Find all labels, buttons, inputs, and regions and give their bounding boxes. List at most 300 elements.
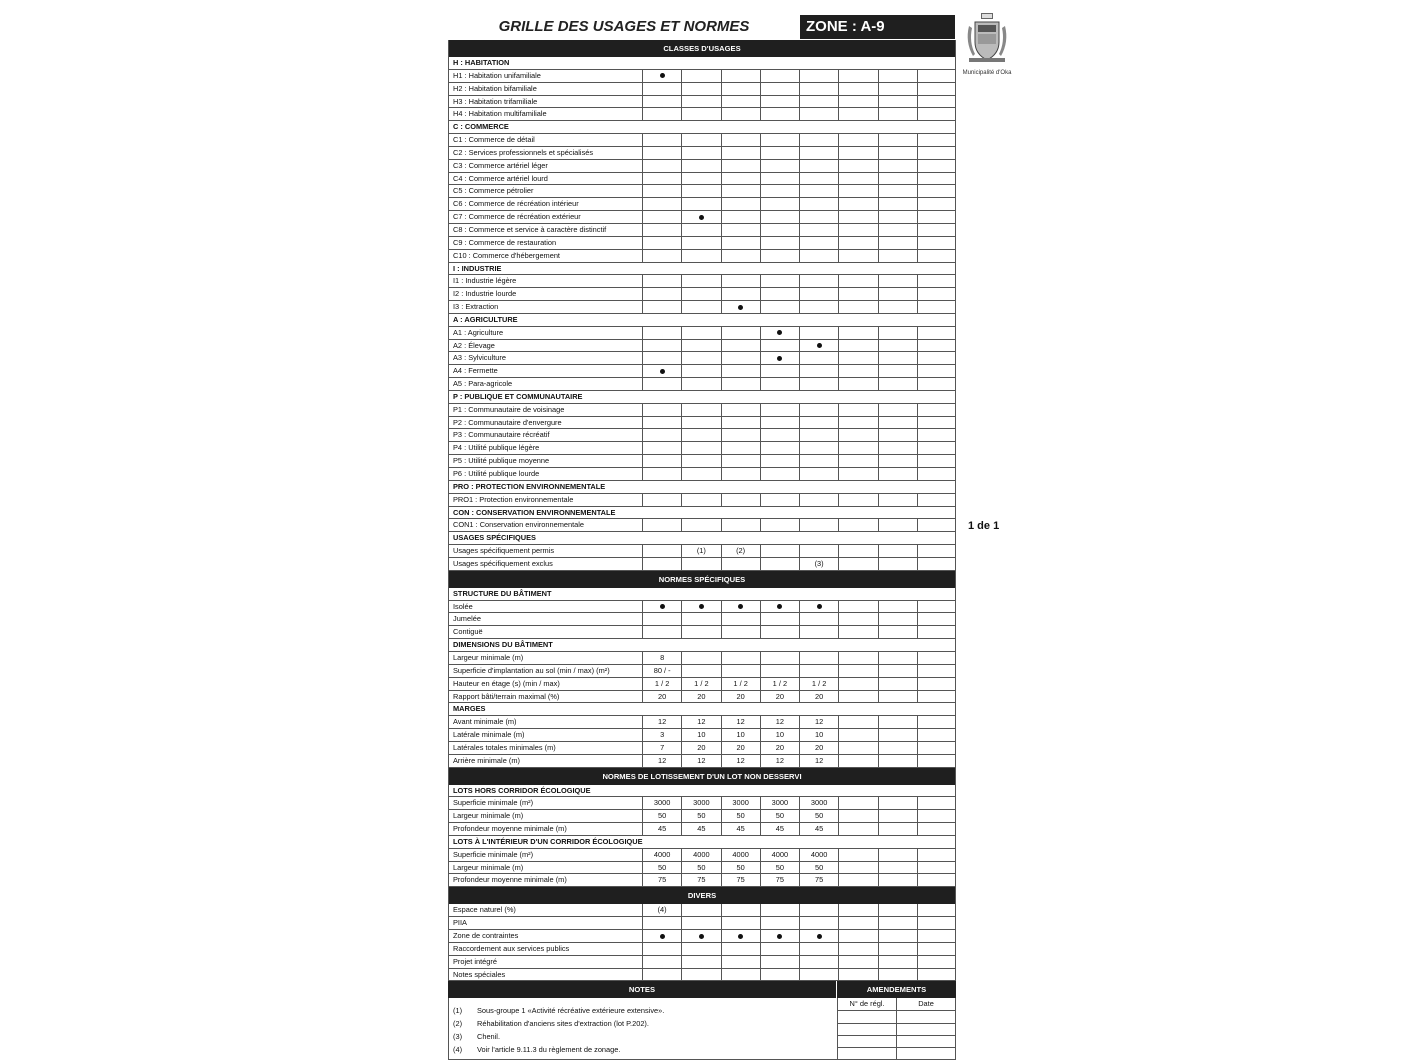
- table-row: [449, 173, 955, 186]
- category-label: A : AGRICULTURE: [453, 314, 518, 324]
- row-label: Raccordement aux services publics: [449, 943, 643, 955]
- table-cell: [643, 417, 682, 429]
- table-cell: [682, 404, 721, 416]
- table-cell: 3000: [722, 797, 761, 809]
- table-row: [449, 198, 955, 211]
- table-cell: [761, 301, 800, 313]
- table-cell: [879, 275, 918, 287]
- table-cell: [839, 874, 878, 886]
- category-label: PRO : PROTECTION ENVIRONNEMENTALE: [453, 481, 606, 491]
- table-cell: [761, 652, 800, 664]
- note-item: [449, 1043, 837, 1056]
- table-cell: [800, 652, 839, 664]
- table-cell: [918, 250, 957, 262]
- table-cell: [800, 378, 839, 390]
- bullet-icon: [699, 934, 704, 939]
- table-cell: [839, 301, 878, 313]
- category-label: H : HABITATION: [453, 58, 510, 67]
- table-cell: [879, 755, 918, 767]
- table-cell: [879, 691, 918, 703]
- table-cell: [800, 442, 839, 454]
- table-cell: [761, 558, 800, 570]
- table-cell: [879, 930, 918, 942]
- table-cell: [761, 134, 800, 146]
- table-cell: [722, 365, 761, 377]
- table-cell: [761, 340, 800, 352]
- table-cell: 12: [800, 755, 839, 767]
- table-cell: [918, 417, 957, 429]
- table-row: [449, 404, 955, 417]
- table-cell: [643, 327, 682, 339]
- note-item: [449, 1017, 837, 1030]
- table-cell: [879, 969, 918, 981]
- table-cell: [682, 70, 721, 82]
- table-cell: [800, 626, 839, 638]
- page-indicator: 1 de 1: [968, 520, 1000, 532]
- row-label: Zone de contraintes: [449, 930, 643, 942]
- table-cell: [643, 198, 682, 210]
- table-cell: [879, 147, 918, 159]
- table-cell: [761, 288, 800, 300]
- amendment-number-header: N° de régl.: [838, 998, 897, 1010]
- table-cell: [839, 147, 878, 159]
- table-row: [449, 429, 955, 442]
- table-cell: [879, 429, 918, 441]
- table-cell: [839, 943, 878, 955]
- row-label: Contiguë: [449, 626, 643, 638]
- table-cell: [839, 250, 878, 262]
- table-cell: 4000: [722, 849, 761, 861]
- row-label: Espace naturel (%): [449, 904, 643, 916]
- section-header: NORMES DE LOTISSEMENT D'UN LOT NON DESSERVI: [449, 768, 955, 785]
- table-cell: [879, 108, 918, 120]
- table-row: [449, 70, 955, 83]
- table-cell: [839, 917, 878, 929]
- table-cell: [879, 468, 918, 480]
- table-cell: 3000: [643, 797, 682, 809]
- note-text: Réhabilitation d'anciens sites d'extraction (lot P.202).: [477, 1019, 649, 1029]
- table-cell: [682, 429, 721, 441]
- note-number: (3): [453, 1032, 463, 1042]
- coat-of-arms-icon: [965, 12, 1009, 64]
- table-cell: [918, 797, 957, 809]
- table-cell: [800, 545, 839, 557]
- table-cell: [839, 652, 878, 664]
- table-cell: [839, 340, 878, 352]
- table-cell: [682, 365, 721, 377]
- table-row: [449, 626, 955, 639]
- row-label: C2 : Services professionnels et spécialisés: [449, 147, 643, 159]
- table-cell: [643, 108, 682, 120]
- table-cell: 1 / 2: [761, 678, 800, 690]
- table-cell: [839, 742, 878, 754]
- table-cell: [918, 494, 957, 506]
- table-cell: [722, 519, 761, 531]
- table-cell: [643, 288, 682, 300]
- row-label: C7 : Commerce de récréation extérieur: [449, 211, 643, 223]
- table-cell: [918, 288, 957, 300]
- table-cell: [722, 340, 761, 352]
- table-cell: [643, 211, 682, 223]
- category-label: CON : CONSERVATION ENVIRONNEMENTALE: [453, 507, 616, 517]
- table-cell: [839, 198, 878, 210]
- table-cell: [682, 96, 721, 108]
- bullet-icon: [660, 73, 665, 78]
- table-cell: 50: [761, 862, 800, 874]
- table-cell: [800, 134, 839, 146]
- table-cell: [643, 160, 682, 172]
- table-cell: [800, 327, 839, 339]
- table-cell: 3000: [800, 797, 839, 809]
- bullet-icon: [777, 604, 782, 609]
- table-cell: [722, 455, 761, 467]
- table-cell: 4000: [761, 849, 800, 861]
- row-label: Profondeur moyenne minimale (m): [449, 874, 643, 886]
- table-cell: [643, 519, 682, 531]
- row-label: Latérale minimale (m): [449, 729, 643, 741]
- table-row: [449, 917, 955, 930]
- row-label: I3 : Extraction: [449, 301, 643, 313]
- table-cell: [839, 797, 878, 809]
- table-cell: [682, 494, 721, 506]
- table-cell: [918, 691, 957, 703]
- table-cell: [761, 173, 800, 185]
- row-label: C3 : Commerce artériel léger: [449, 160, 643, 172]
- table-cell: [722, 468, 761, 480]
- table-cell: [918, 729, 957, 741]
- bullet-icon: [777, 356, 782, 361]
- table-cell: [879, 404, 918, 416]
- table-cell: [800, 198, 839, 210]
- table-cell: [643, 442, 682, 454]
- table-cell: [800, 365, 839, 377]
- category-row: [449, 639, 955, 652]
- table-cell: 50: [800, 810, 839, 822]
- table-cell: [839, 70, 878, 82]
- category-label: I : INDUSTRIE: [453, 263, 502, 273]
- table-cell: [839, 691, 878, 703]
- bullet-icon: [738, 934, 743, 939]
- table-cell: [682, 917, 721, 929]
- table-cell: [761, 930, 800, 942]
- row-label: P6 : Utilité publique lourde: [449, 468, 643, 480]
- table-cell: [879, 173, 918, 185]
- row-label: I2 : Industrie lourde: [449, 288, 643, 300]
- table-cell: [722, 301, 761, 313]
- table-cell: [800, 969, 839, 981]
- municipal-logo: [958, 12, 1016, 82]
- table-cell: [879, 455, 918, 467]
- bullet-icon: [817, 343, 822, 348]
- bullet-icon: [738, 305, 743, 310]
- table-cell: 75: [682, 874, 721, 886]
- table-cell: [839, 810, 878, 822]
- row-label: PIIA: [449, 917, 643, 929]
- table-cell: [918, 237, 957, 249]
- table-cell: [761, 275, 800, 287]
- table-cell: [839, 969, 878, 981]
- table-cell: 1 / 2: [643, 678, 682, 690]
- table-cell: [722, 626, 761, 638]
- table-cell: [839, 429, 878, 441]
- table-cell: [918, 755, 957, 767]
- row-label: C1 : Commerce de détail: [449, 134, 643, 146]
- table-cell: [839, 365, 878, 377]
- table-row: [449, 96, 955, 109]
- table-cell: 75: [800, 874, 839, 886]
- notes-header-bar: [448, 981, 956, 998]
- table-cell: [800, 943, 839, 955]
- table-cell: 45: [761, 823, 800, 835]
- table-cell: [643, 969, 682, 981]
- table-cell: [918, 404, 957, 416]
- row-label: A3 : Sylviculture: [449, 352, 643, 364]
- table-cell: [800, 301, 839, 313]
- table-cell: [722, 417, 761, 429]
- table-cell: [682, 665, 721, 677]
- category-row: [449, 588, 955, 601]
- table-cell: [722, 613, 761, 625]
- row-label: A4 : Fermette: [449, 365, 643, 377]
- table-cell: [722, 83, 761, 95]
- table-cell: [761, 378, 800, 390]
- table-cell: [761, 365, 800, 377]
- category-row: [449, 314, 955, 327]
- table-cell: 10: [722, 729, 761, 741]
- note-text: Sous-groupe 1 «Activité récréative extérieure extensive».: [477, 1006, 665, 1016]
- table-row: [449, 519, 955, 532]
- table-cell: [879, 797, 918, 809]
- table-cell: 12: [800, 716, 839, 728]
- table-cell: [879, 211, 918, 223]
- table-row: [449, 665, 955, 678]
- bullet-icon: [660, 604, 665, 609]
- table-cell: [879, 716, 918, 728]
- row-label: P3 : Communautaire récréatif: [449, 429, 643, 441]
- row-label: C5 : Commerce pétrolier: [449, 185, 643, 197]
- row-label: Profondeur moyenne minimale (m): [449, 823, 643, 835]
- table-cell: [918, 545, 957, 557]
- category-row: [449, 532, 955, 545]
- table-cell: [761, 468, 800, 480]
- table-cell: [682, 613, 721, 625]
- table-cell: [761, 626, 800, 638]
- table-cell: [879, 237, 918, 249]
- table-cell: [643, 917, 682, 929]
- table-cell: [839, 678, 878, 690]
- table-cell: [722, 943, 761, 955]
- category-row: [449, 57, 955, 70]
- table-cell: [800, 275, 839, 287]
- table-cell: [722, 211, 761, 223]
- table-cell: [839, 404, 878, 416]
- table-cell: 50: [682, 810, 721, 822]
- table-cell: 50: [682, 862, 721, 874]
- category-label: P : PUBLIQUE ET COMMUNAUTAIRE: [453, 391, 583, 401]
- table-cell: 12: [761, 755, 800, 767]
- table-cell: [722, 494, 761, 506]
- table-row: [449, 224, 955, 237]
- table-cell: [918, 442, 957, 454]
- table-cell: 50: [722, 862, 761, 874]
- table-cell: [800, 930, 839, 942]
- table-cell: 50: [800, 862, 839, 874]
- table-cell: (3): [800, 558, 839, 570]
- table-row: [449, 185, 955, 198]
- table-row: [449, 468, 955, 481]
- table-row: [449, 301, 955, 314]
- table-cell: [839, 930, 878, 942]
- table-cell: [879, 70, 918, 82]
- table-cell: [682, 301, 721, 313]
- table-cell: [761, 917, 800, 929]
- table-cell: 1 / 2: [682, 678, 721, 690]
- table-cell: [722, 250, 761, 262]
- bullet-icon: [699, 215, 704, 220]
- table-cell: [761, 904, 800, 916]
- table-cell: [761, 160, 800, 172]
- table-row: [449, 678, 955, 691]
- table-cell: [839, 755, 878, 767]
- amendment-row: [838, 1036, 955, 1048]
- table-cell: [722, 601, 761, 613]
- table-cell: [918, 275, 957, 287]
- amendment-row: [838, 1024, 955, 1036]
- note-item: [449, 1030, 837, 1043]
- table-cell: 12: [643, 755, 682, 767]
- table-cell: [918, 108, 957, 120]
- row-label: Latérales totales minimales (m): [449, 742, 643, 754]
- table-cell: [839, 849, 878, 861]
- table-cell: [839, 224, 878, 236]
- table-cell: [839, 665, 878, 677]
- table-cell: [761, 956, 800, 968]
- table-cell: [643, 494, 682, 506]
- table-cell: [918, 969, 957, 981]
- table-cell: [918, 70, 957, 82]
- table-row: [449, 943, 955, 956]
- table-cell: [918, 558, 957, 570]
- table-cell: [643, 352, 682, 364]
- table-cell: [879, 160, 918, 172]
- table-cell: [722, 930, 761, 942]
- table-cell: [682, 930, 721, 942]
- table-cell: [643, 301, 682, 313]
- table-cell: [643, 134, 682, 146]
- table-cell: [761, 108, 800, 120]
- table-cell: [839, 378, 878, 390]
- table-cell: [682, 468, 721, 480]
- table-cell: [761, 96, 800, 108]
- table-row: [449, 494, 955, 507]
- table-cell: 12: [682, 755, 721, 767]
- row-label: Largeur minimale (m): [449, 862, 643, 874]
- row-label: Hauteur en étage (s) (min / max): [449, 678, 643, 690]
- table-cell: [682, 417, 721, 429]
- category-row: [449, 121, 955, 134]
- row-label: C6 : Commerce de récréation intérieur: [449, 198, 643, 210]
- table-cell: [839, 613, 878, 625]
- table-cell: 7: [643, 742, 682, 754]
- table-cell: [879, 442, 918, 454]
- table-cell: (2): [722, 545, 761, 557]
- table-cell: [918, 147, 957, 159]
- table-row: [449, 601, 955, 614]
- table-cell: [761, 70, 800, 82]
- table-row: [449, 237, 955, 250]
- table-cell: [643, 96, 682, 108]
- table-cell: [879, 729, 918, 741]
- table-cell: [879, 301, 918, 313]
- row-label: P2 : Communautaire d'envergure: [449, 417, 643, 429]
- table-cell: [682, 275, 721, 287]
- category-row: [449, 836, 955, 849]
- amendments-col-headers: [838, 998, 955, 1011]
- table-cell: 12: [761, 716, 800, 728]
- table-cell: 12: [722, 755, 761, 767]
- amendment-date-header: Date: [918, 999, 934, 1009]
- table-cell: [879, 519, 918, 531]
- row-label: Notes spéciales: [449, 969, 643, 981]
- category-label: USAGES SPÉCIFIQUES: [453, 533, 536, 543]
- row-label: C9 : Commerce de restauration: [449, 237, 643, 249]
- table-cell: [761, 237, 800, 249]
- table-cell: [879, 327, 918, 339]
- table-row: [449, 83, 955, 96]
- table-cell: [761, 455, 800, 467]
- table-cell: [682, 185, 721, 197]
- table-cell: [879, 626, 918, 638]
- table-cell: [643, 626, 682, 638]
- row-label: Usages spécifiquement exclus: [449, 558, 643, 570]
- table-row: [449, 108, 955, 121]
- table-cell: [722, 969, 761, 981]
- bullet-icon: [817, 604, 822, 609]
- table-cell: [879, 340, 918, 352]
- table-row: [449, 810, 955, 823]
- table-cell: [800, 185, 839, 197]
- table-row: [449, 823, 955, 836]
- bullet-icon: [777, 330, 782, 335]
- row-label: Largeur minimale (m): [449, 652, 643, 664]
- table-cell: 20: [722, 691, 761, 703]
- row-label: I1 : Industrie légère: [449, 275, 643, 287]
- note-number: (4): [453, 1045, 463, 1055]
- note-item: [449, 1004, 837, 1017]
- table-cell: 50: [643, 862, 682, 874]
- table-cell: [722, 665, 761, 677]
- table-cell: [682, 108, 721, 120]
- zone-label: ZONE : A-9: [800, 15, 955, 39]
- row-label: P4 : Utilité publique légère: [449, 442, 643, 454]
- table-cell: [800, 429, 839, 441]
- table-cell: [839, 558, 878, 570]
- section-header: DIVERS: [449, 887, 955, 904]
- table-row: [449, 558, 955, 571]
- table-cell: [643, 147, 682, 159]
- table-cell: [643, 173, 682, 185]
- table-cell: [722, 134, 761, 146]
- table-row: [449, 352, 955, 365]
- table-cell: [682, 173, 721, 185]
- table-cell: [800, 904, 839, 916]
- row-label: Isolée: [449, 601, 643, 613]
- table-cell: [879, 378, 918, 390]
- table-cell: [879, 250, 918, 262]
- table-cell: 50: [722, 810, 761, 822]
- table-cell: [682, 288, 721, 300]
- table-cell: [682, 943, 721, 955]
